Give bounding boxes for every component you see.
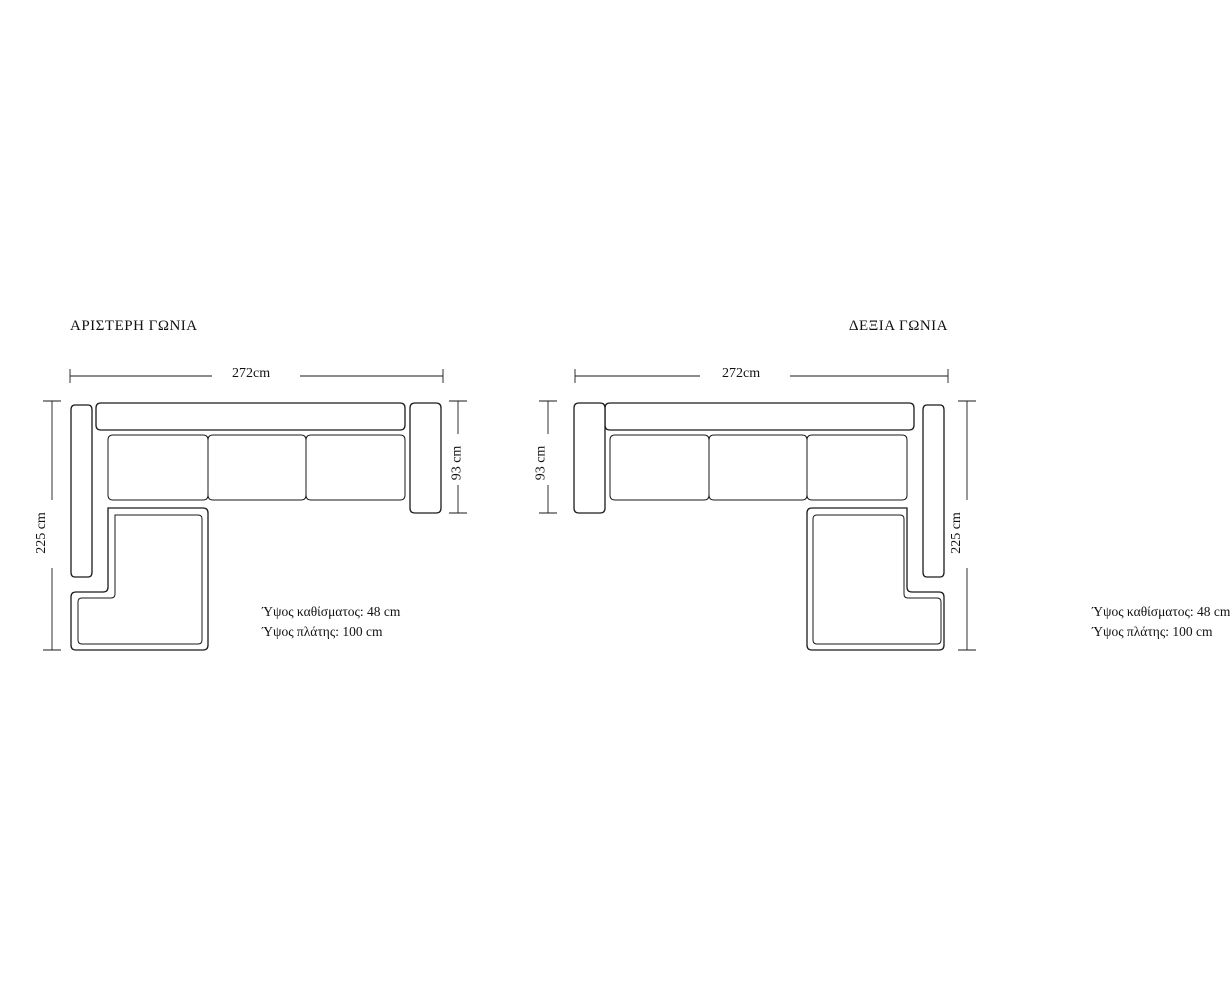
dim-line-width-right (575, 369, 948, 383)
dimension-label-depth-right: 225 cm (948, 512, 964, 554)
notes-right (1092, 602, 1230, 642)
armrest-right-right (923, 405, 944, 577)
right-corner-drawing (500, 0, 1000, 1000)
seat-cushion-1-right (610, 435, 709, 500)
panel-title-right: ΔΕΞΙΑ ΓΩΝΙΑ (848, 318, 948, 334)
seat-cushion-3-left (306, 435, 405, 500)
notes-left (262, 602, 400, 642)
armrest-left-right (574, 403, 605, 513)
note-seat-height-right: Ύψος καθίσματος: 48 cm (1092, 604, 1230, 619)
panel-right-corner (500, 0, 1230, 1000)
panel-left-corner (0, 0, 500, 1000)
armrest-left-left (71, 405, 92, 577)
dimension-label-back-width-left: 93 cm (449, 445, 465, 481)
dimension-label-back-width-right: 93 cm (533, 445, 549, 481)
note-seat-height-left: Ύψος καθίσματος: 48 cm (262, 604, 401, 619)
seat-cushion-1-left (108, 435, 208, 500)
armrest-right-left (410, 403, 441, 513)
left-corner-drawing (0, 0, 500, 1000)
dimension-label-width-left: 272cm (232, 366, 271, 381)
chaise-seam-left (78, 515, 202, 644)
dimension-label-width-right: 272cm (722, 366, 761, 381)
seat-cushion-3-right (807, 435, 907, 500)
seat-cushion-2-left (208, 435, 306, 500)
note-back-height-right: Ύψος πλάτης: 100 cm (1092, 624, 1213, 639)
panel-title-left: ΑΡΙΣΤΕΡΗ ΓΩΝΙΑ (70, 318, 198, 334)
backrest-top-left (96, 403, 405, 430)
note-back-height-left: Ύψος πλάτης: 100 cm (262, 624, 383, 639)
backrest-top-right (605, 403, 914, 430)
dimension-label-depth-left: 225 cm (33, 512, 49, 554)
seat-cushion-2-right (709, 435, 807, 500)
chaise-seam-right (813, 515, 941, 644)
